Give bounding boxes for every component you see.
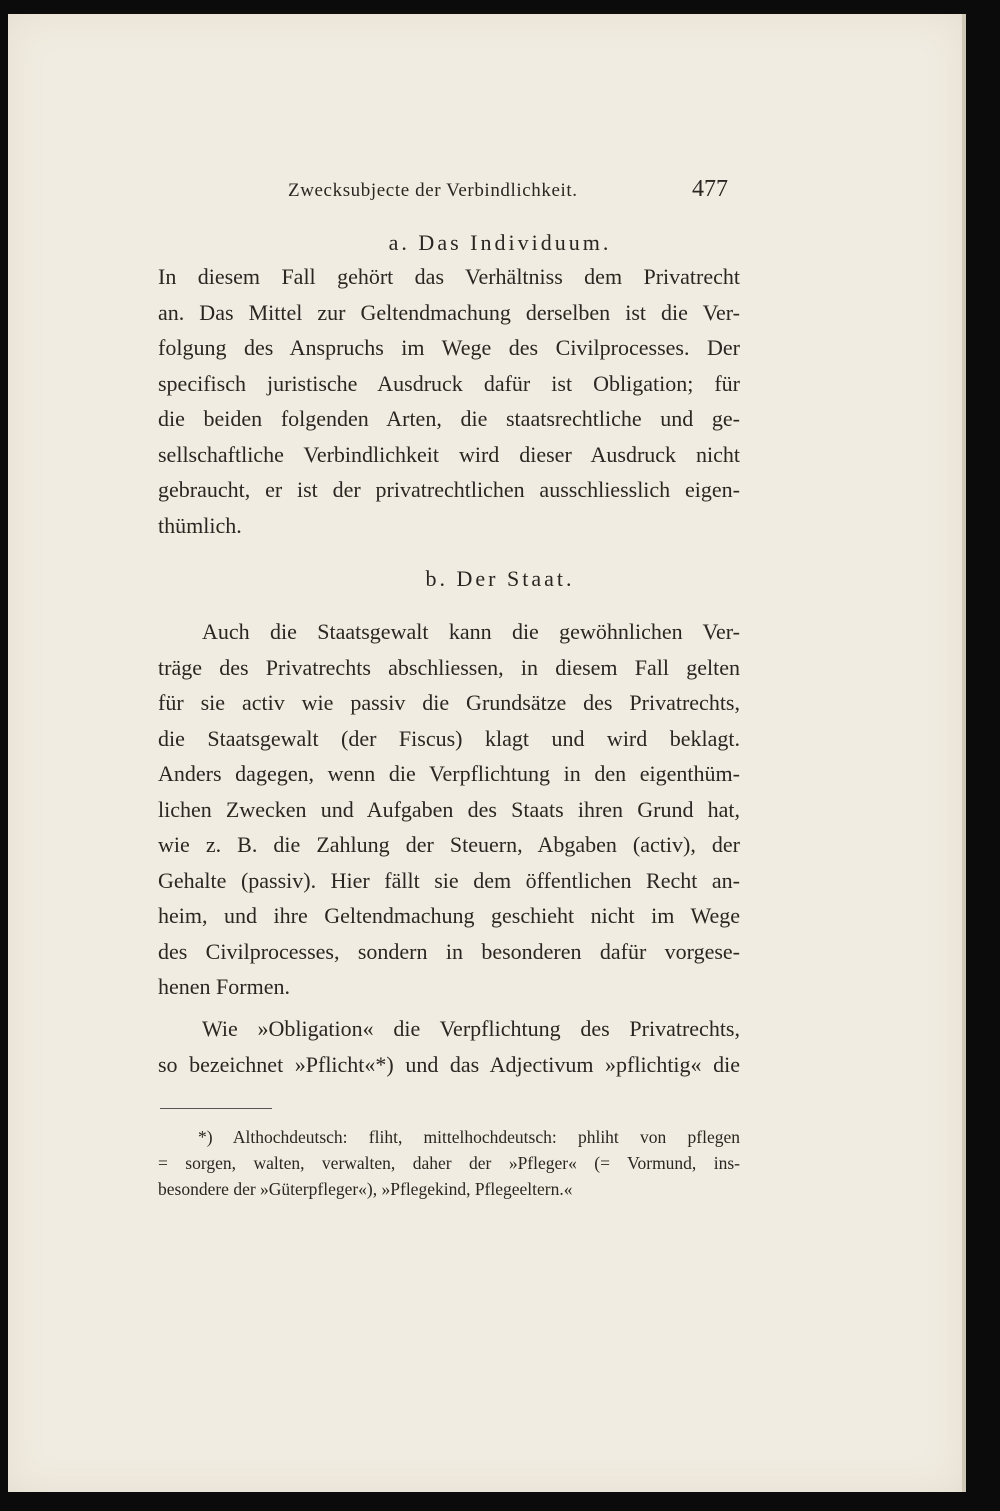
text-line: Anders dagegen, wenn die Verpflichtung in den eigenthüm-	[158, 761, 740, 786]
text-line: wie z. B. die Zahlung der Steuern, Abgaben (activ), der	[158, 832, 740, 857]
paragraph-individuum	[158, 259, 740, 543]
text-line: lichen Zwecken und Aufgaben des Staats ihren Grund hat,	[158, 796, 740, 822]
text-line: henen Formen.	[158, 974, 290, 999]
text-line: gebraucht, er ist der privatrechtlichen ausschliesslich eigen-	[158, 477, 740, 502]
text-line: thümlich.	[158, 512, 242, 538]
footnote-line: = sorgen, walten, verwalten, daher der »Pfleger« (= Vormund, ins-	[158, 1153, 740, 1173]
text-line: sellschaftliche Verbindlichkeit wird dieser Ausdruck nicht	[158, 441, 740, 467]
page-number: 477	[692, 176, 728, 202]
text-line: die beiden folgenden Arten, die staatsrechtliche und ge-	[158, 406, 740, 431]
footnote-line: *) Althochdeutsch: fliht, mittelhochdeutsch: phliht von pflegen	[198, 1127, 740, 1147]
paragraph-pflicht	[158, 1011, 740, 1082]
text-line: an. Das Mittel zur Geltendmachung derselben ist die Ver-	[158, 299, 740, 325]
text-line: heim, und ihre Geltendmachung geschieht nicht im Wege	[158, 903, 740, 928]
text-line: des Civilprocesses, sondern in besonderen dafür vorgese-	[158, 938, 740, 964]
section-heading-a	[0, 230, 1000, 256]
paragraph-staat	[158, 614, 740, 1005]
text-line: folgung des Anspruchs im Wege des Civilprocesses. Der	[158, 335, 740, 360]
footnote-line: besondere der »Güterpfleger«), »Pflegekind, Pflegeeltern.«	[158, 1179, 573, 1199]
text-line: specifisch juristische Ausdruck dafür ist Obligation; für	[158, 370, 740, 396]
text-line: Wie »Obligation« die Verpflichtung des Privatrechts,	[202, 1016, 740, 1041]
footnote	[158, 1124, 740, 1202]
text-line: Gehalte (passiv). Hier fällt sie dem öffentlichen Recht an-	[158, 867, 740, 893]
text-line: die Staatsgewalt (der Fiscus) klagt und wird beklagt.	[158, 725, 740, 751]
text-line: In diesem Fall gehört das Verhältniss dem Privatrecht	[158, 264, 740, 289]
text-line: so bezeichnet »Pflicht«*) und das Adjectivum »pflichtig« die	[158, 1051, 740, 1077]
running-head	[288, 176, 728, 208]
footnote-rule	[160, 1108, 272, 1109]
running-head-title: Zwecksubjecte der Verbindlichkeit.	[288, 180, 578, 201]
section-heading-a-text: a. Das Individuum.	[388, 230, 612, 255]
section-heading-b	[0, 566, 1000, 592]
section-heading-b-text: b. Der Staat.	[425, 566, 575, 591]
text-line: träge des Privatrechts abschliessen, in diesem Fall gelten	[158, 654, 740, 680]
text-line: für sie activ wie passiv die Grundsätze des Privatrechts,	[158, 690, 740, 715]
text-line: Auch die Staatsgewalt kann die gewöhnlichen Ver-	[202, 619, 740, 644]
